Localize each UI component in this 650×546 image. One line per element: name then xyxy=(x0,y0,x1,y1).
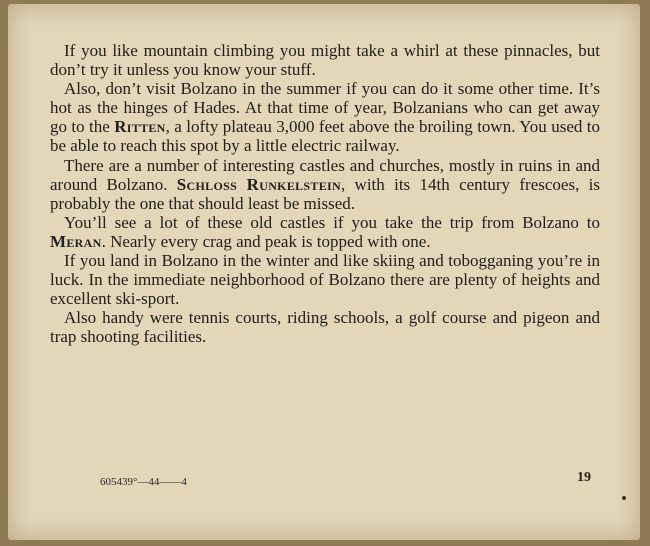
paragraph-text: There are a number of interesting castles and churches, mostly in ruins in and around Bolzano. xyxy=(50,155,600,194)
paragraph-text: , a lofty plateau 3,000 feet above the broiling town. You used to be able to reach this spot by a little electric railway. xyxy=(50,117,600,156)
body-text xyxy=(50,41,600,347)
page-number: 19 xyxy=(577,470,591,485)
paragraph-text: Also handy were tennis courts, riding schools, a golf course and pigeon and trap shooting facilities. xyxy=(50,308,600,347)
paragraph-text: Also, don’t visit Bolzano in the summer if you can do it some other time. It’s hot as the hinges of Hades. At that time of year, Bolzanians who can get away go to the xyxy=(50,79,600,137)
paragraph-text: If you land in Bolzano in the winter and like skiing and tobogganing you’re in luck. In the immediate neighborhood of Bolzano there are plenty of heights and excellent ski-sport. xyxy=(50,251,600,309)
paragraph-meran xyxy=(50,213,600,251)
place-name-ritten: Ritten xyxy=(114,117,166,137)
place-name-schloss-runkelstein: Schloss Runkelstein xyxy=(176,174,341,194)
paragraph-text: You’ll see a lot of these old castles if you take the trip from Bolzano to xyxy=(64,212,600,232)
printer-code: 605439°—44——4 xyxy=(100,476,187,488)
paragraph-winter xyxy=(50,251,600,308)
book-page xyxy=(8,4,640,540)
paragraph-mountain-climbing xyxy=(50,41,600,79)
place-name-meran: Meran xyxy=(50,231,102,251)
paragraph-castles xyxy=(50,156,600,213)
paragraph-text: , with its 14th century frescoes, is probably the one that should least be missed. xyxy=(50,174,601,213)
ink-spot xyxy=(622,496,626,500)
paragraph-summer xyxy=(50,79,600,155)
paragraph-facilities xyxy=(50,308,600,346)
paragraph-text: If you like mountain climbing you might take a whirl at these pinnacles, but don’t try it unless you know your stuff. xyxy=(50,41,600,80)
paragraph-text: . Nearly every crag and peak is topped with one. xyxy=(101,231,431,251)
